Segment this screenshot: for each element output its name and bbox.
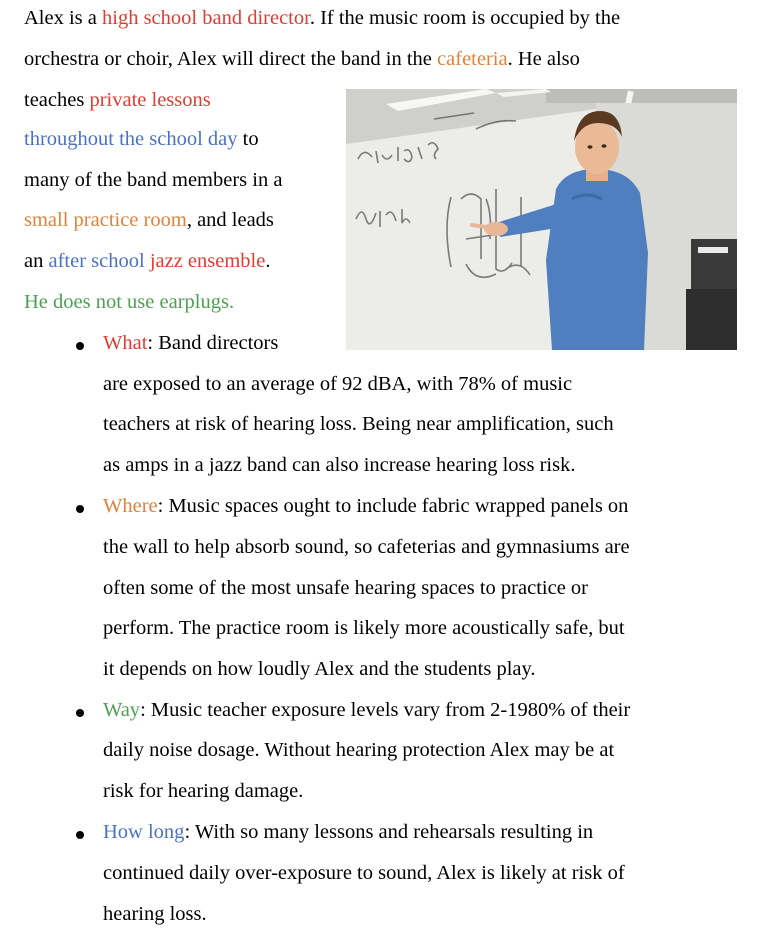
time-highlight: after school (48, 250, 145, 272)
intro-line-7 (24, 247, 270, 275)
bullet-key-what: What (103, 332, 148, 354)
intro-line-1 (24, 4, 620, 32)
intro-line-8 (24, 288, 234, 316)
text: orchestra or choir, Alex will direct the band in the (24, 48, 438, 70)
role-highlight: high school band director (102, 7, 310, 29)
time-highlight: throughout the school day (24, 128, 238, 150)
text: teachers at risk of hearing loss. Being near amplification, such (103, 413, 614, 435)
text: it depends on how loudly Alex and the students play. (103, 658, 536, 680)
text: , and leads (186, 209, 274, 231)
text: Alex is a (24, 7, 102, 29)
text: an (24, 250, 49, 272)
text: . He also (507, 48, 580, 70)
bullet-way-line-3 (103, 777, 303, 805)
text: . If the music room is occupied by the (309, 7, 621, 29)
intro-line-2 (24, 45, 580, 73)
bullet-dot (76, 831, 84, 839)
intro-line-4 (24, 125, 259, 153)
text: perform. The practice room is likely more acoustically safe, but (103, 617, 625, 639)
bullet-what-line-4 (103, 451, 575, 479)
text: to (237, 128, 259, 150)
bullet-dot (76, 342, 84, 350)
bullet-dot (76, 709, 84, 717)
text: the wall to help absorb sound, so cafeterias and gymnasiums are (103, 536, 630, 558)
text: teaches (24, 89, 90, 111)
bullet-way-line-2 (103, 736, 614, 764)
bullet-howlong-line-3 (103, 900, 207, 928)
bullet-where-line-3 (103, 574, 588, 602)
bullet-what-line-1 (103, 329, 278, 357)
bullet-key-where: Where (103, 495, 158, 517)
text: risk for hearing damage. (103, 780, 304, 802)
text: continued daily over-exposure to sound, Alex is likely at risk of (103, 862, 625, 884)
text: : Band directors (147, 332, 279, 354)
protection-highlight: He does not use earplugs. (24, 291, 235, 313)
bullet-howlong-line-2 (103, 859, 625, 887)
text: . (265, 250, 271, 272)
bullet-where-line-2 (103, 533, 630, 561)
bullet-where-line-1 (103, 492, 628, 520)
text: hearing loss. (103, 903, 207, 925)
bullet-where-line-4 (103, 614, 625, 642)
intro-line-3 (24, 86, 211, 114)
whiteboard-scene (346, 89, 737, 350)
intro-line-6 (24, 206, 274, 234)
text: are exposed to an average of 92 dBA, with 78% of music (103, 373, 573, 395)
text: : With so many lessons and rehearsals resulting in (184, 821, 594, 843)
text: : Music teacher exposure levels vary from 2-1980% of their (140, 699, 631, 721)
bullet-what-line-2 (103, 370, 572, 398)
bullet-howlong-line-1 (103, 818, 593, 846)
location-highlight: small practice room (24, 209, 187, 231)
bullet-key-how-long: How long (103, 821, 185, 843)
text: often some of the most unsafe hearing spaces to practice or (103, 577, 588, 599)
text: many of the band members in a (24, 169, 283, 191)
bullet-dot (76, 505, 84, 513)
bullet-what-line-3 (103, 410, 614, 438)
activity-highlight: jazz ensemble (149, 250, 266, 272)
bullet-way-line-1 (103, 696, 630, 724)
text: as amps in a jazz band can also increase hearing loss risk. (103, 454, 576, 476)
location-highlight: cafeteria (437, 48, 508, 70)
bullet-key-way: Way (103, 699, 141, 721)
activity-highlight: private lessons (89, 89, 211, 111)
intro-line-5 (24, 166, 282, 194)
bullet-where-line-5 (103, 655, 536, 683)
text: daily noise dosage. Without hearing protection Alex may be at (103, 739, 615, 761)
text: : Music spaces ought to include fabric wrapped panels on (157, 495, 629, 517)
teacher-photo (346, 89, 737, 350)
